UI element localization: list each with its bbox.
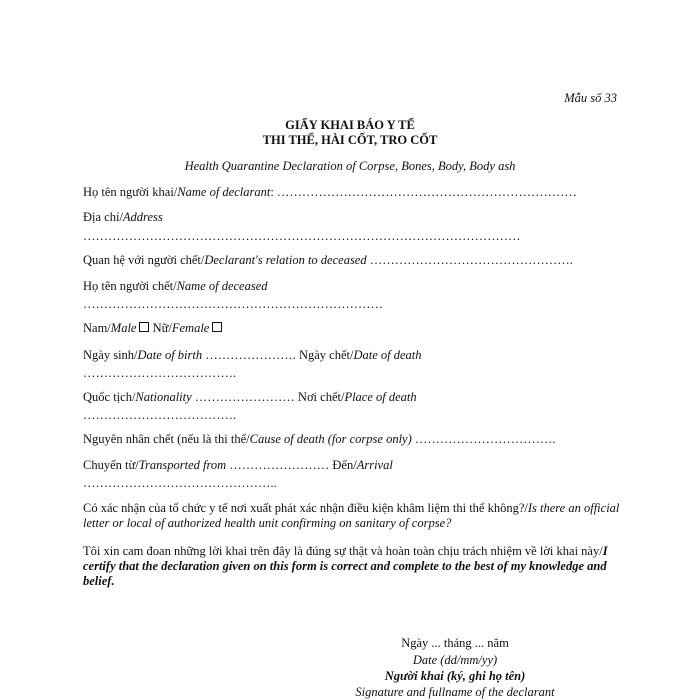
to-label-en: Arrival xyxy=(356,458,393,472)
deceased-name-row xyxy=(83,279,268,294)
address-row xyxy=(83,210,163,225)
nationality-label-en: Nationality xyxy=(135,390,192,404)
to-label-vi: Đến/ xyxy=(332,458,357,472)
dod-label-en: Date of death xyxy=(353,348,422,362)
declarant-name-row xyxy=(83,185,577,200)
certification xyxy=(83,544,623,589)
subtitle: Health Quarantine Declaration of Corpse, Bones, Body, Body ash xyxy=(184,159,516,173)
title-line-2: THI THỂ, HÀI CỐT, TRO CỐT xyxy=(262,133,438,147)
place-label-vi: Nơi chết/ xyxy=(297,390,345,404)
dod-label-vi: Ngày chết/ xyxy=(298,348,354,362)
dob-label-en: Date of birth xyxy=(137,348,203,362)
cause-label-vi: Nguyên nhân chết (nếu là thi thể/ xyxy=(83,432,250,446)
male-checkbox[interactable] xyxy=(139,322,149,332)
from-label-vi: Chuyển từ/ xyxy=(83,458,139,472)
place-label-en: Place of death xyxy=(344,390,417,404)
relation-label-en: Declarant's relation to deceased xyxy=(204,253,367,267)
place-dots: ………………………………. xyxy=(83,408,237,422)
title-line-1: GIẤY KHAI BÁO Y TẾ xyxy=(285,118,415,132)
male-label-en: Male xyxy=(110,321,137,335)
from-label-en: Transported from xyxy=(138,458,227,472)
cause-label-en: Cause of death (for corpse only) xyxy=(249,432,412,446)
nationality-dots: …………………… xyxy=(191,390,298,404)
male-label-vi: Nam/ xyxy=(83,321,111,335)
address-label-en: Address xyxy=(122,210,163,224)
signature-date-en: Date (dd/mm/yy) xyxy=(412,653,498,667)
female-checkbox[interactable] xyxy=(212,322,222,332)
nationality-label-vi: Quốc tịch/ xyxy=(83,390,136,404)
from-dots: …………………… xyxy=(226,458,333,472)
cause-dots: ……………………………. xyxy=(411,432,556,446)
address-dots: …………………………………………………………………………………………… xyxy=(83,229,521,243)
cause-row xyxy=(83,432,556,447)
nationality-row xyxy=(83,390,417,405)
signature-date-vi: Ngày ... tháng ... năm xyxy=(401,636,509,650)
dod-dots: ………………………………. xyxy=(83,366,237,380)
signature-declarant-vi: Người khai (ký, ghi họ tên) xyxy=(384,669,526,683)
form-number: Mẫu số 33 xyxy=(564,91,617,105)
female-label-vi: Nữ/ xyxy=(149,321,172,335)
declarant-label-vi: Họ tên người khai/ xyxy=(83,185,178,199)
relation-dots: …………………………………………. xyxy=(366,253,573,267)
deceased-label-en: Name of deceased xyxy=(176,279,268,293)
certify-vi: Tôi xin cam đoan những lời khai trên đây là đúng sự thật và hoàn toàn chịu trách nhiệm về lời khai này/ xyxy=(83,544,603,558)
relation-row xyxy=(83,253,573,268)
to-dots: ……………………………………….. xyxy=(83,476,277,490)
sanitary-question xyxy=(83,501,623,531)
dob-dots: …………………. xyxy=(202,348,299,362)
deceased-dots: ……………………………………………………………… xyxy=(83,297,383,311)
dates-row xyxy=(83,348,422,363)
question-en: Is there an official letter or local of authorized health unit confirming on sanitary of corpse? xyxy=(83,501,620,530)
dob-label-vi: Ngày sinh/ xyxy=(83,348,138,362)
gender-row xyxy=(83,321,222,336)
question-vi: Có xác nhận của tổ chức y tế nơi xuất phát xác nhận điều kiện khâm liệm thi thể không?/ xyxy=(83,501,528,515)
certify-en: I certify that the declaration given on this form is correct and complete to the best of my knowledge and belief. xyxy=(83,544,608,588)
deceased-label-vi: Họ tên người chết/ xyxy=(83,279,177,293)
signature-declarant-en: Signature and fullname of the declarant xyxy=(355,685,555,699)
relation-label-vi: Quan hệ với người chết/ xyxy=(83,253,205,267)
declarant-dots: : ……………………………………………………………… xyxy=(270,185,577,199)
address-label-vi: Địa chỉ/ xyxy=(83,210,123,224)
declarant-label-en: Name of declarant xyxy=(177,185,271,199)
female-label-en: Female xyxy=(171,321,210,335)
transport-row xyxy=(83,458,393,473)
